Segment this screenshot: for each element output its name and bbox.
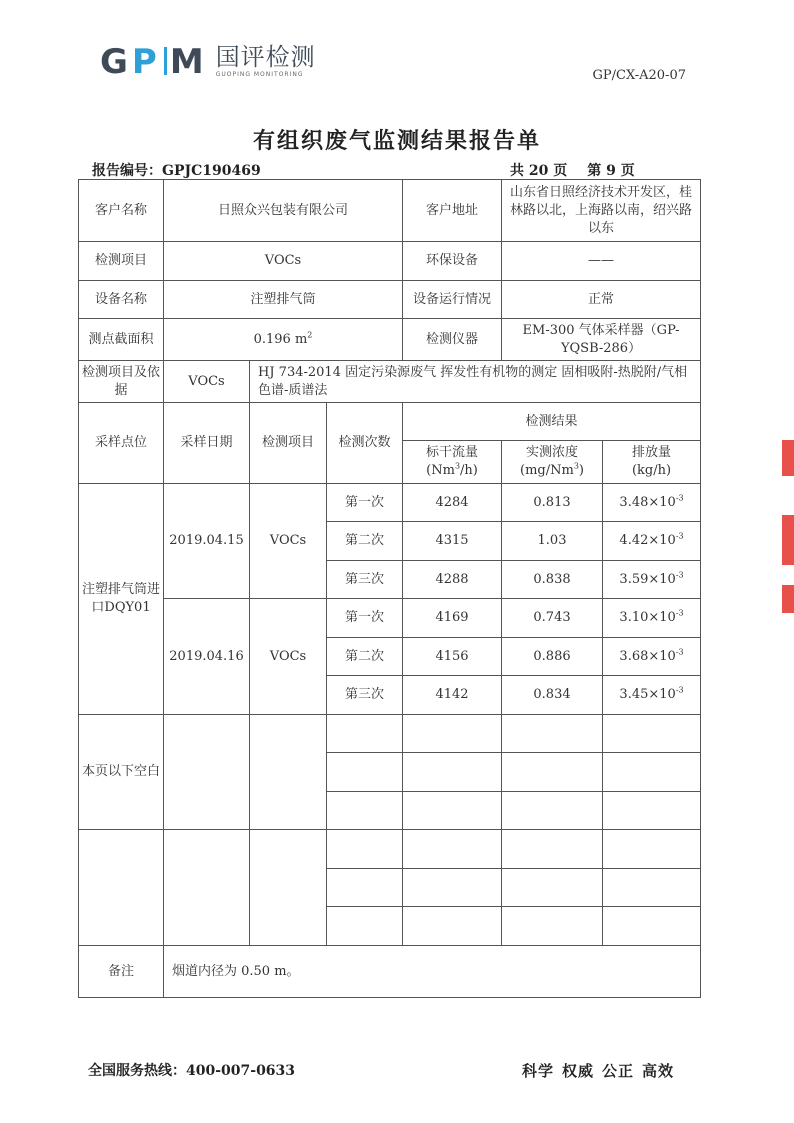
emission-value: $3.45\times 10^{-3}$ — [603, 676, 701, 715]
logo-chinese-name: 国评检测 — [215, 43, 316, 71]
total-pages: 共 20 页 — [510, 163, 568, 179]
concentration-value: 0.743 — [502, 599, 603, 638]
instrument-label: 检测仪器 — [403, 319, 502, 361]
slogan-word: 公正 — [602, 1062, 635, 1080]
seal-edge-mark — [782, 515, 794, 565]
equipment-name: 注塑排气筒 — [164, 281, 403, 319]
slogan-word: 科学 — [522, 1062, 555, 1080]
flow-value: 4142 — [403, 676, 502, 715]
equipment-name-label: 设备名称 — [79, 281, 164, 319]
basis-item: VOCs — [164, 361, 250, 403]
col-sampling-date: 采样日期 — [164, 403, 250, 484]
basis-label: 检测项目及依据 — [79, 361, 164, 403]
blank-row — [79, 715, 701, 753]
page-info — [510, 160, 655, 180]
current-page: 第 9 页 — [587, 163, 635, 179]
item-label: 检测项目 — [79, 242, 164, 281]
sampling-date: 2019.04.16 — [164, 599, 250, 715]
footer-slogan — [522, 1060, 682, 1081]
test-item: VOCs — [250, 599, 327, 715]
concentration-value: 0.813 — [502, 484, 603, 522]
table-row — [79, 484, 701, 522]
slogan-word: 权威 — [562, 1062, 595, 1080]
basis-method: HJ 734-2014 固定污染源废气 挥发性有机物的测定 固相吸附-热脱附/气相色谱-质谱法 — [250, 361, 701, 403]
col-emission: 排放量 (kg/h) — [603, 441, 701, 484]
client-name: 日照众兴包装有限公司 — [164, 180, 403, 242]
concentration-value: 0.838 — [502, 561, 603, 599]
col-test-item: 检测项目 — [250, 403, 327, 484]
equipment-status-label: 设备运行情况 — [403, 281, 502, 319]
cross-section-value: 0.196 $m^2$ — [164, 319, 403, 361]
table-row — [79, 599, 701, 638]
test-count: 第三次 — [327, 561, 403, 599]
env-equipment-label: 环保设备 — [403, 242, 502, 281]
emission-value: $3.59\times 10^{-3}$ — [603, 561, 701, 599]
emission-value: $3.68\times 10^{-3}$ — [603, 638, 701, 676]
flow-value: 4156 — [403, 638, 502, 676]
col-sampling-point: 采样点位 — [79, 403, 164, 484]
blank-note: 本页以下空白 — [79, 715, 164, 830]
env-equipment-value: —— — [502, 242, 701, 281]
test-count: 第二次 — [327, 638, 403, 676]
remark-label: 备注 — [79, 946, 164, 998]
concentration-value: 0.834 — [502, 676, 603, 715]
remark-text: 烟道内径为 0.50 m。 — [164, 946, 701, 998]
seal-edge-mark — [782, 585, 794, 613]
flow-value: 4315 — [403, 522, 502, 561]
test-count: 第一次 — [327, 599, 403, 638]
seal-edge-mark — [782, 440, 794, 476]
report-number: 报告编号：GPJC190469 — [92, 163, 261, 179]
test-count: 第二次 — [327, 522, 403, 561]
blank-row — [79, 830, 701, 869]
col-test-results: 检测结果 — [403, 403, 701, 441]
client-name-label: 客户名称 — [79, 180, 164, 242]
cross-section-label: 测点截面积 — [79, 319, 164, 361]
instrument-value: EM-300 气体采样器（GP-YQSB-286） — [502, 319, 701, 361]
test-count: 第一次 — [327, 484, 403, 522]
test-count: 第三次 — [327, 676, 403, 715]
flow-value: 4169 — [403, 599, 502, 638]
logo-english-name: GUOPING MONITORING — [215, 71, 304, 78]
logo-mark: GP M — [100, 42, 208, 82]
document-code: GP/CX-A20-07 — [592, 68, 686, 83]
emission-value: $3.10\times 10^{-3}$ — [603, 599, 701, 638]
emission-value: $4.42\times 10^{-3}$ — [603, 522, 701, 561]
col-flow: 标干流量 (Nm$^3$/h) — [403, 441, 502, 484]
concentration-value: 1.03 — [502, 522, 603, 561]
slogan-word: 高效 — [642, 1062, 675, 1080]
flow-value: 4288 — [403, 561, 502, 599]
concentration-value: 0.886 — [502, 638, 603, 676]
company-logo — [100, 44, 316, 80]
sampling-date: 2019.04.15 — [164, 484, 250, 599]
emission-value: $3.48\times 10^{-3}$ — [603, 484, 701, 522]
service-hotline: 全国服务热线：400-007-0633 — [88, 1063, 296, 1079]
test-item: VOCs — [250, 484, 327, 599]
results-table — [78, 179, 701, 998]
flow-value: 4284 — [403, 484, 502, 522]
item-value: VOCs — [164, 242, 403, 281]
equipment-status: 正常 — [502, 281, 701, 319]
page-title: 有组织废气监测结果报告单 — [252, 128, 541, 154]
client-address: 山东省日照经济技术开发区，桂林路以北，上海路以南，绍兴路以东 — [502, 180, 701, 242]
col-test-count: 检测次数 — [327, 403, 403, 484]
client-address-label: 客户地址 — [403, 180, 502, 242]
col-concentration: 实测浓度 (mg/Nm$^3$) — [502, 441, 603, 484]
sampling-point: 注塑排气筒进口DQY01 — [79, 484, 164, 715]
